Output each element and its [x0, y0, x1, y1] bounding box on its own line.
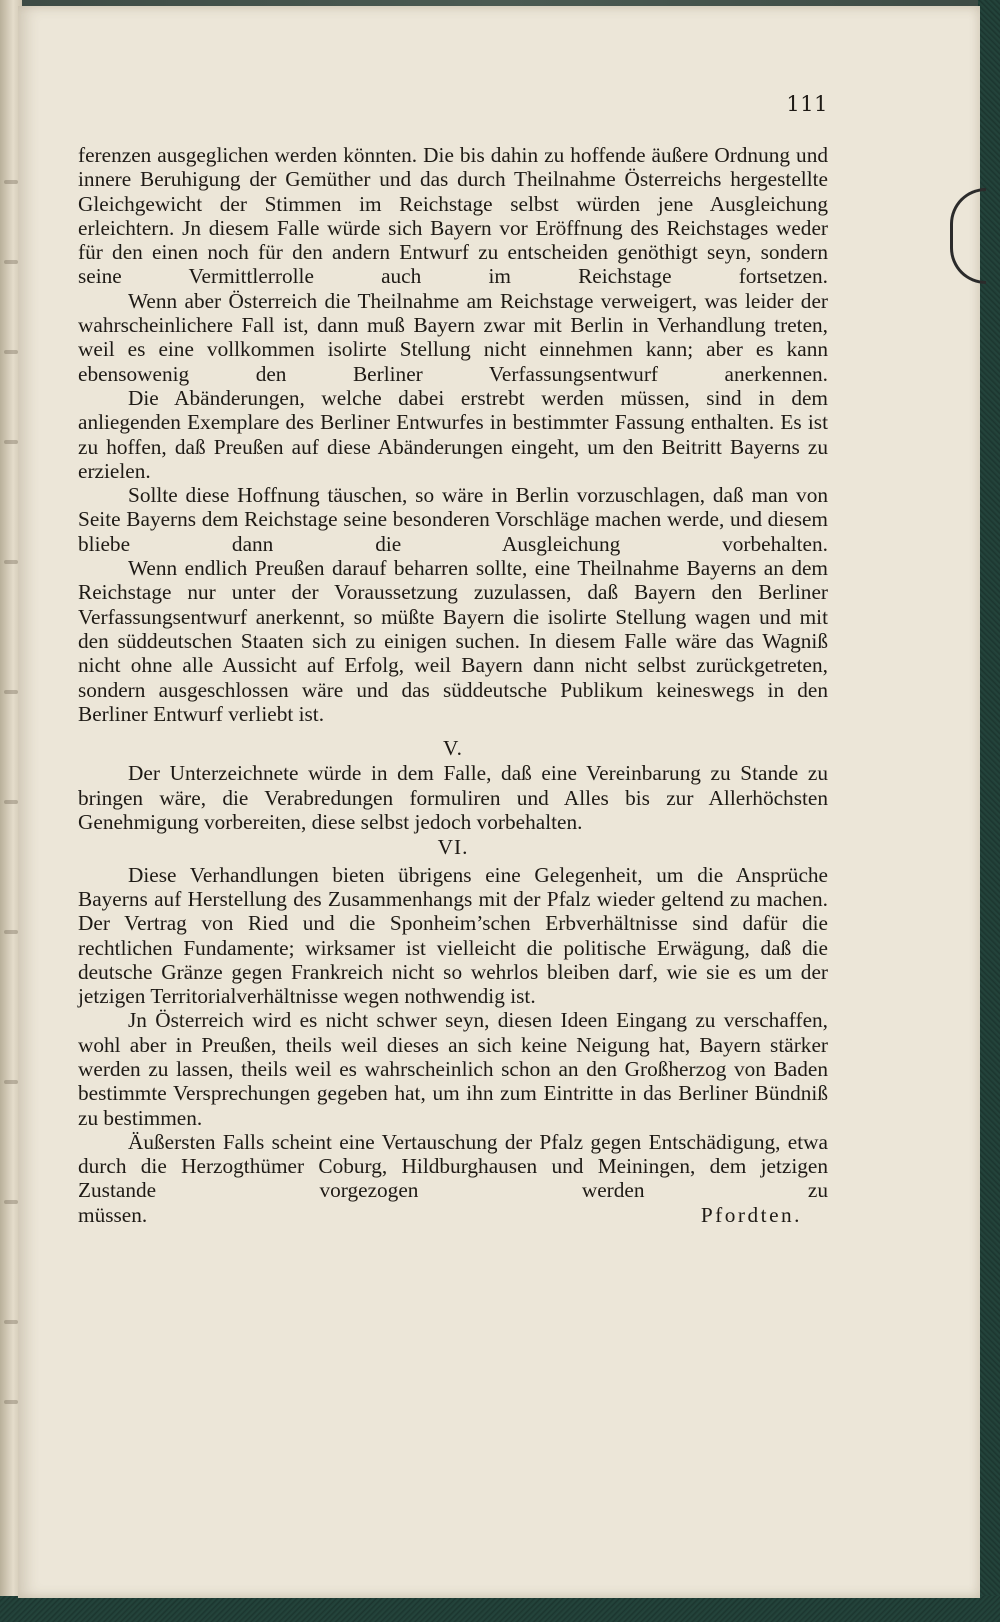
paragraph: Die Abänderungen, welche dabei erstrebt werden müssen, sind in dem anliegenden Exemplare des Berliner Entwurfes in bestimmter Fassung enthalten. Es ist zu hoffen, daß Preußen auf diese Abänderungen eingeht, um den Beitritt Bayerns zu erzielen. [78, 385, 828, 483]
ink-bleed-mark [4, 930, 18, 934]
body-text [78, 143, 828, 1227]
section-heading-v: V. [443, 736, 463, 761]
paragraph: ferenzen ausgeglichen werden könnten. Die bis dahin zu hoffende äußere Ordnung und innere Beruhigung der Gemüther und das durch Theilnahme Österreichs hergestellte Gleichgewicht der Stimmen im Reichstage selbst würden jene Ausgleichung erleichtern. Jn diesem Falle würde sich Bayern vor Eröffnung des Reichstages weder für den einen noch für den andern Entwurf zu entscheiden genöthigt seyn, sondern seine Vermittlerrolle auch im Reichstage fortsetzen. [78, 143, 828, 289]
paragraph: Jn Österreich wird es nicht schwer seyn, diesen Ideen Eingang zu verschaffen, wohl aber in Preußen, theils weil dieses an sich keine Neigung hat, Bayern stärker werden zu lassen, theils weil es wahrscheinlich schon an den Großherzog von Baden bestimmte Versprechungen gegeben hat, um ihn zum Eintritte in das Berliner Bündniß zu bestimmen. [78, 1008, 828, 1130]
ink-bleed-mark [4, 180, 18, 184]
ink-bleed-mark [4, 1320, 18, 1324]
book-cover-bottom [0, 1596, 1000, 1622]
ink-bleed-mark [4, 260, 18, 264]
closing-line [78, 1203, 828, 1227]
closing-word: müssen. [78, 1202, 148, 1227]
section-heading-vi: VI. [437, 835, 469, 860]
signature: Pfordten. [700, 1202, 802, 1227]
ink-bleed-mark [4, 1200, 18, 1204]
page-number: 111 [786, 92, 828, 116]
ink-bleed-mark [4, 440, 18, 444]
paragraph: Diese Verhandlungen bieten übrigens eine Gelegenheit, um die Ansprüche Bayerns auf Herstellung des Zusammenhangs mit der Pfalz wieder geltend zu machen. Der Vertrag von Ried und die Sponheim’schen Erbverhältnisse sind dafür die rechtlichen Fundamente; wirksamer ist vielleicht die politische Erwägung, daß die deutsche Gränze gegen Frankreich nicht so wehrlos bleiben darf, wie sie es um der jetzigen Territorialverhältnisse wegen nothwendig ist. [78, 862, 828, 1009]
ink-bleed-mark [4, 1400, 18, 1404]
ink-bleed-mark [4, 350, 18, 354]
ink-bleed-mark [4, 560, 18, 564]
page-sheet [18, 6, 980, 1598]
ink-bleed-mark [4, 1080, 18, 1084]
paragraph: Wenn endlich Preußen darauf beharren sollte, eine Theilnahme Bayerns an dem Reichstage nur unter der Voraussetzung zuzulassen, daß Bayern den Berliner Verfassungsentwurf anerkennt, so müßte Bayern die isolirte Stellung wagen und mit den süddeutschen Staaten sich zu einigen suchen. In diesem Falle wäre das Wagniß nicht ohne alle Aussicht auf Erfolg, weil Bayern dann nicht selbst zurückgetreten, sondern ausgeschlossen wäre und das süddeutsche Publikum keineswegs in den Berliner Entwurf verliebt ist. [78, 556, 828, 726]
paragraph: Wenn aber Österreich die Theilnahme am Reichstage verweigert, was leider der wahrscheinlichere Fall ist, dann muß Bayern zwar mit Berlin in Verhandlung treten, weil es eine vollkommen isolirte Stellung nicht einnehmen kann; aber es kann ebensowenig den Berliner Verfassungsentwurf anerkennen. [78, 288, 828, 386]
paragraph: Der Unterzeichnete würde in dem Falle, daß eine Vereinbarung zu Stande zu bringen wäre, die Verabredungen formuliren und Alles bis zur Allerhöchsten Genehmigung vorbereiten, diese selbst jedoch vorbehalten. [78, 761, 828, 835]
paragraph: Sollte diese Hoffnung täuschen, so wäre in Berlin vorzuschlagen, daß man von Seite Bayerns dem Reichstage seine besonderen Vorschläge machen werde, und diesem bliebe dann die Ausgleichung vorbehalten. [78, 483, 828, 556]
paragraph: Äußersten Falls scheint eine Vertauschung der Pfalz gegen Entschädigung, etwa durch die Herzogthümer Coburg, Hildburghausen und Meiningen, dem jetzigen Zustande vorgezogen werden zu [78, 1129, 828, 1203]
ink-bleed-mark [4, 800, 18, 804]
ink-bleed-mark [4, 690, 18, 694]
